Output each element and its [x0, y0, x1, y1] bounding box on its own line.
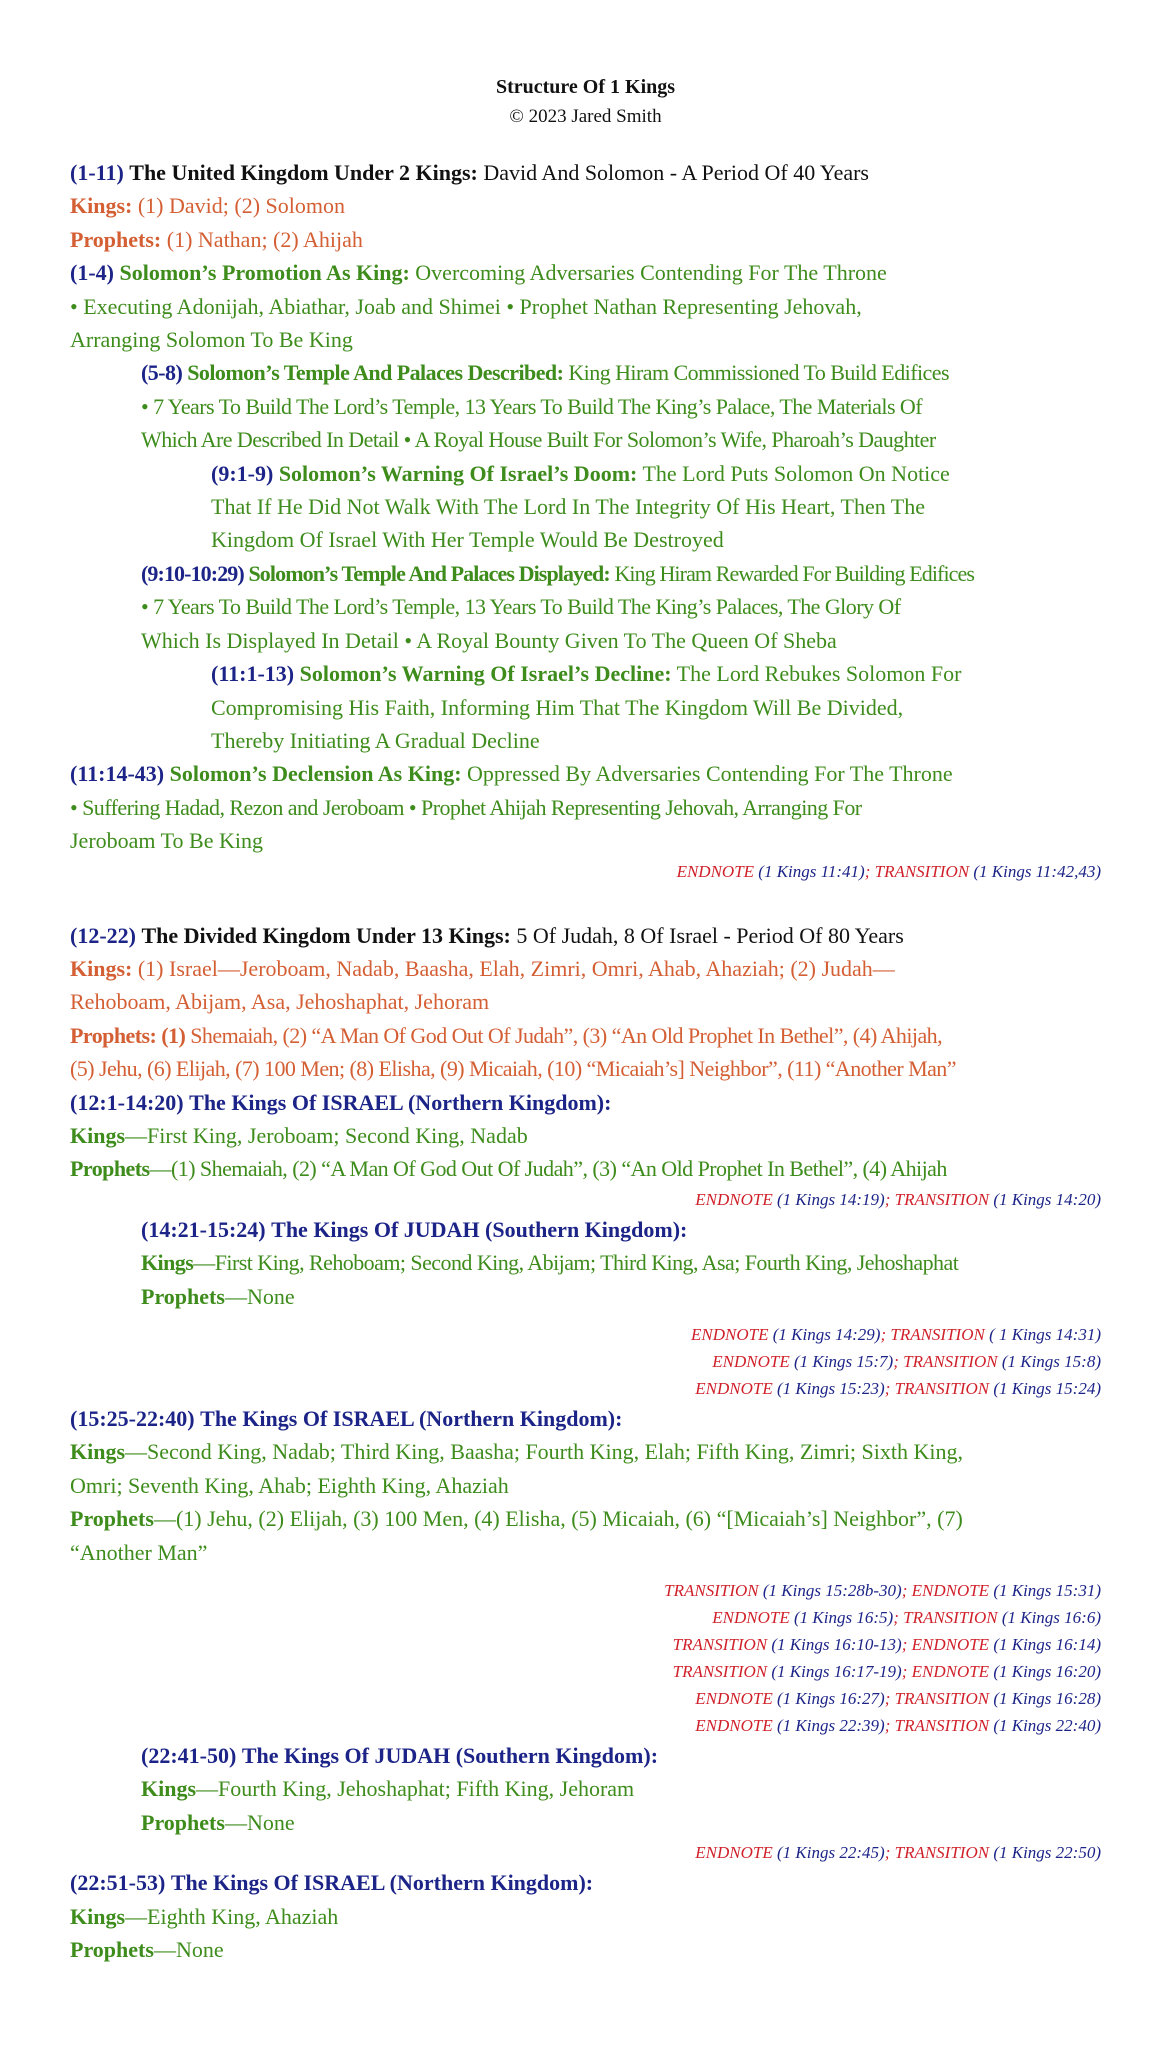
section-5-8-line2: • 7 Years To Build The Lord’s Temple, 13 Years To Build The King’s Palace, The Materials Of [141, 393, 923, 419]
note-citation: (1 Kings 14:20) [993, 1189, 1101, 1209]
note-citation: (1 Kings 15:23) [777, 1379, 885, 1398]
note-line: TRANSITION (1 Kings 15:28b-30); ENDNOTE (1 Kings 15:31) [664, 1581, 1101, 1601]
section-15-25-notes [70, 1577, 1101, 1739]
section-ref: (12:1-14:20) [70, 1089, 184, 1115]
note-label: TRANSITION [903, 1608, 998, 1628]
section-22-41-50 [70, 1739, 1101, 1772]
section-9-10-10-29-line3: Which Is Displayed In Detail • A Royal Bounty Given To The Queen Of Sheba [141, 627, 837, 653]
kings-list: (1) Israel—Jeroboam, Nadab, Baasha, Elah, Zimri, Omri, Ahab, Ahaziah; (2) Judah— [137, 955, 895, 981]
section-11-14-43-line2: • Suffering Hadad, Rezon and Jeroboam • Prophet Ahijah Representing Jehovah, Arranging For [70, 794, 862, 820]
kings-list: (1) David; (2) Solomon [137, 193, 346, 219]
kings-label: Kings: [70, 193, 133, 219]
prophets-label: Prophets [141, 1809, 225, 1835]
kings-label: Kings [141, 1250, 194, 1276]
part2-kings-line2: Rehoboam, Abijam, Asa, Jehoshaphat, Jehoram [70, 989, 490, 1015]
prophets-label: Prophets [70, 1156, 150, 1182]
note-citation: (1 Kings 16:14) [993, 1635, 1101, 1655]
section-11-14-43 [70, 757, 1101, 790]
note-label: ENDNOTE [911, 1662, 990, 1682]
section-desc: King Hiram Rewarded For Building Edifices [614, 560, 975, 586]
prophets-list: —None [224, 1809, 295, 1835]
section-15-25-prophets-line2: “Another Man” [70, 1539, 208, 1565]
prophets-label: Prophets: [70, 226, 162, 252]
note-label: ENDNOTE [911, 1635, 990, 1655]
section-heading: The Kings Of ISRAEL (Northern Kingdom): [170, 1870, 594, 1896]
section-desc: King Hiram Commissioned To Build Edifices [568, 360, 949, 386]
note-line: ENDNOTE (1 Kings 15:23); TRANSITION (1 Kings 15:24) [695, 1379, 1101, 1398]
section-1-4-line3: Arranging Solomon To Be King [70, 327, 353, 353]
section-1-4 [70, 256, 1101, 289]
note-citation: (1 Kings 16:17-19) [771, 1662, 902, 1682]
section-14-21-kings [70, 1246, 1101, 1279]
part2-title: The Divided Kingdom Under 13 Kings: [141, 922, 511, 948]
note-citation: (1 Kings 15:7) [794, 1352, 894, 1371]
note-label: TRANSITION [894, 1843, 990, 1863]
note-citation: (1 Kings 16:10-13) [771, 1635, 902, 1655]
note-citation: (1 Kings 16:27) [777, 1689, 885, 1709]
section-22-41-prophets [70, 1806, 1101, 1839]
note-line: ENDNOTE (1 Kings 16:27); TRANSITION (1 Kings 16:28) [695, 1689, 1101, 1709]
note-label: TRANSITION [894, 1379, 990, 1398]
section-ref: (11:1-13) [211, 661, 295, 687]
kings-label: Kings: [70, 955, 133, 981]
kings-list: —Fourth King, Jehoshaphat; Fifth King, Jehoram [196, 1776, 635, 1802]
section-heading: Solomon’s Warning Of Israel’s Decline: [299, 661, 672, 687]
note-label: TRANSITION [890, 1325, 985, 1344]
note-label: TRANSITION [672, 1635, 768, 1655]
prophets-label: Prophets [70, 1506, 154, 1532]
section-heading: The Kings Of ISRAEL (Northern Kingdom): [189, 1089, 612, 1115]
part2-kings [70, 952, 1101, 985]
prophets-list: —None [224, 1283, 295, 1309]
note-label: TRANSITION [894, 1716, 990, 1736]
section-22-41-kings [70, 1772, 1101, 1805]
note-citation: (1 Kings 11:41) [758, 861, 865, 881]
note-citation: (1 Kings 15:24) [993, 1379, 1101, 1398]
section-11-1-13-line3: Thereby Initiating A Gradual Decline [211, 727, 540, 753]
part1-heading [70, 156, 1101, 189]
section-ref: (22:51-53) [70, 1870, 166, 1896]
section-22-51-prophets [70, 1933, 1101, 1966]
prophets-list: Shemaiah, (2) “A Man Of God Out Of Judah”, (3) “An Old Prophet In Bethel”, (4) Ahijah, [190, 1022, 943, 1048]
note-citation: (1 Kings 16:5) [794, 1608, 894, 1628]
prophets-label: Prophets [141, 1283, 225, 1309]
note-citation: (1 Kings 15:8) [1001, 1352, 1101, 1371]
note-line: ENDNOTE (1 Kings 16:5); TRANSITION (1 Kings 16:6) [712, 1608, 1101, 1628]
section-15-25-kings-line2: Omri; Seventh King, Ahab; Eighth King, Ahaziah [70, 1472, 509, 1498]
note-citation: (1 Kings 22:40) [993, 1716, 1101, 1736]
section-heading: The Kings Of JUDAH (Southern Kingdom): [241, 1743, 659, 1769]
note-line: ENDNOTE (1 Kings 15:7); TRANSITION (1 Kings 15:8) [712, 1352, 1101, 1371]
note-citation: (1 Kings 22:39) [777, 1716, 885, 1736]
section-desc: Oppressed By Adversaries Contending For The Throne [467, 761, 953, 787]
prophets-label: Prophets: (1) [70, 1022, 186, 1048]
section-14-21-prophets [70, 1280, 1101, 1313]
section-ref: (11:14-43) [70, 761, 165, 787]
section-ref: (1-4) [70, 260, 114, 286]
section-14-21-15-24 [70, 1213, 1101, 1246]
kings-label: Kings [141, 1776, 197, 1802]
section-ref: (9:1-9) [211, 460, 274, 486]
note-line: TRANSITION (1 Kings 16:17-19); ENDNOTE (1 Kings 16:20) [672, 1662, 1101, 1682]
kings-list: —Second King, Nadab; Third King, Baasha; Fourth King, Elah; Fifth King, Zimri; Sixth King, [125, 1439, 964, 1465]
note-label: ENDNOTE [676, 861, 755, 881]
note-citation: (1 Kings 16:28) [993, 1689, 1101, 1709]
note-label: ENDNOTE [712, 1608, 790, 1628]
note-label: ENDNOTE [911, 1581, 990, 1601]
note-citation: (1 Kings 16:20) [993, 1662, 1101, 1682]
section-5-8 [70, 356, 1101, 389]
note-label: TRANSITION [903, 1352, 998, 1371]
section-ref: (22:41-50) [141, 1743, 237, 1769]
note-citation: (1 Kings 16:6) [1001, 1608, 1101, 1628]
section-desc: The Lord Rebukes Solomon For [676, 661, 962, 687]
note-label: ENDNOTE [695, 1379, 773, 1398]
kings-label: Kings [70, 1122, 126, 1148]
prophets-list: —None [153, 1937, 224, 1963]
note-label: ENDNOTE [695, 1716, 773, 1736]
section-9-10-10-29 [70, 557, 1101, 590]
section-1-4-line2: • Executing Adonijah, Abiathar, Joab and Shimei • Prophet Nathan Representing Jehovah, [70, 293, 862, 319]
note-separator: ; [864, 861, 871, 881]
kings-list: —First King, Jeroboam; Second King, Nadab [125, 1122, 528, 1148]
section-15-25-22-40 [70, 1402, 1101, 1435]
note-label: TRANSITION [894, 1189, 990, 1209]
kings-list: —Eighth King, Ahaziah [125, 1903, 339, 1929]
note-label: ENDNOTE [712, 1352, 790, 1371]
section-ref: (9:10-10:29) [141, 560, 244, 586]
note-separator: ; [884, 1189, 891, 1209]
kings-label: Kings [70, 1903, 126, 1929]
section-22-41-notes [70, 1839, 1101, 1866]
section-12-1-kings [70, 1119, 1101, 1152]
section-9-10-10-29-line2: • 7 Years To Build The Lord’s Temple, 13 Years To Build The King’s Palaces, The Glory Of [141, 594, 901, 620]
part2-heading [70, 919, 1101, 952]
note-label: TRANSITION [664, 1581, 759, 1601]
prophets-list: —(1) Jehu, (2) Elijah, (3) 100 Men, (4) Elisha, (5) Micaiah, (6) “[Micaiah’s] Neighbor”, (7) [153, 1506, 963, 1532]
part2-ref: (12-22) [70, 922, 136, 948]
part2-subtitle: 5 Of Judah, 8 Of Israel - Period Of 80 Years [516, 922, 904, 948]
part2-prophets [70, 1019, 1101, 1052]
note-citation: ( 1 Kings 14:31) [989, 1325, 1101, 1344]
note-citation: (1 Kings 14:29) [772, 1325, 881, 1344]
kings-label: Kings [70, 1439, 126, 1465]
note-label: TRANSITION [672, 1662, 768, 1682]
section-9-1-9-line3: Kingdom Of Israel With Her Temple Would Be Destroyed [211, 527, 724, 553]
note-line: TRANSITION (1 Kings 16:10-13); ENDNOTE (1 Kings 16:14) [672, 1635, 1101, 1655]
section-desc: Overcoming Adversaries Contending For The Throne [415, 260, 887, 286]
prophets-list: —(1) Shemaiah, (2) “A Man Of God Out Of Judah”, (3) “An Old Prophet In Bethel”, (4) Ahijah [149, 1156, 947, 1182]
part1-prophets [70, 223, 1101, 256]
note-line: ENDNOTE (1 Kings 22:39); TRANSITION (1 Kings 22:40) [695, 1716, 1101, 1736]
part2-prophets-line2: (5) Jehu, (6) Elijah, (7) 100 Men; (8) Elisha, (9) Micaiah, (10) “Micaiah’s] Neighbor”, (11) “Another Man” [70, 1056, 956, 1082]
section-heading: The Kings Of ISRAEL (Northern Kingdom): [200, 1406, 623, 1431]
section-desc: The Lord Puts Solomon On Notice [642, 460, 950, 486]
note-citation: (1 Kings 15:28b-30) [762, 1581, 902, 1601]
section-heading: Solomon’s Temple And Palaces Described: [187, 360, 564, 386]
copyright-line: © 2023 Jared Smith [509, 106, 662, 127]
section-5-8-line3: Which Are Described In Detail • A Royal House Built For Solomon’s Wife, Pharoah’s Daughter [141, 427, 936, 453]
part1-ref: (1-11) [70, 160, 124, 185]
section-12-1-notes [70, 1186, 1101, 1213]
section-ref: (5-8) [141, 360, 183, 386]
kings-list: —First King, Rehoboam; Second King, Abijam; Third King, Asa; Fourth King, Jehoshaphat [193, 1250, 959, 1276]
section-heading: The Kings Of JUDAH (Southern Kingdom): [271, 1216, 688, 1242]
section-heading: Solomon’s Warning Of Israel’s Doom: [278, 460, 638, 486]
section-11-14-43-line3: Jeroboam To Be King [70, 828, 263, 854]
section-15-25-kings [70, 1435, 1101, 1468]
section-12-1-14-20 [70, 1086, 1101, 1119]
section-22-51-kings [70, 1900, 1101, 1933]
note-label: ENDNOTE [695, 1843, 773, 1863]
note-citation: (1 Kings 22:45) [777, 1843, 885, 1863]
part1-kings [70, 189, 1101, 222]
section-ref: (15:25-22:40) [70, 1406, 195, 1431]
section-22-51-53 [70, 1866, 1101, 1899]
section-heading: Solomon’s Declension As King: [169, 761, 462, 787]
note-line: ENDNOTE (1 Kings 14:29); TRANSITION ( 1 Kings 14:31) [691, 1325, 1101, 1344]
section-11-1-13 [70, 657, 1101, 690]
document-title: Structure Of 1 Kings [495, 76, 676, 98]
section-14-21-notes [70, 1321, 1101, 1402]
section-9-1-9-line2: That If He Did Not Walk With The Lord In The Integrity Of His Heart, Then The [211, 494, 926, 520]
note-label: ENDNOTE [695, 1689, 773, 1709]
note-label: TRANSITION [894, 1689, 990, 1709]
part1-subtitle: David And Solomon - A Period Of 40 Years [483, 160, 869, 185]
section-heading: Solomon’s Temple And Palaces Displayed: [248, 560, 610, 586]
section-ref: (14:21-15:24) [141, 1216, 266, 1242]
prophets-label: Prophets [70, 1937, 154, 1963]
section-12-1-prophets [70, 1152, 1101, 1185]
note-citation: (1 Kings 15:31) [993, 1581, 1101, 1601]
note-label: ENDNOTE [691, 1325, 769, 1344]
prophets-list: (1) Nathan; (2) Ahijah [166, 226, 363, 252]
note-citation: (1 Kings 14:19) [777, 1189, 885, 1209]
part1-title: The United Kingdom Under 2 Kings: [129, 160, 478, 185]
note-citation: (1 Kings 22:50) [993, 1843, 1101, 1863]
note-label: TRANSITION [874, 861, 970, 881]
note-separator: ; [884, 1843, 891, 1863]
section-15-25-prophets [70, 1502, 1101, 1535]
section-heading: Solomon’s Promotion As King: [119, 260, 410, 286]
section-9-1-9 [70, 457, 1101, 490]
section-11-1-13-line2: Compromising His Faith, Informing Him That The Kingdom Will Be Divided, [211, 694, 904, 720]
part1-notes [70, 858, 1101, 885]
note-citation: (1 Kings 11:42,43) [973, 861, 1101, 881]
note-label: ENDNOTE [695, 1189, 773, 1209]
